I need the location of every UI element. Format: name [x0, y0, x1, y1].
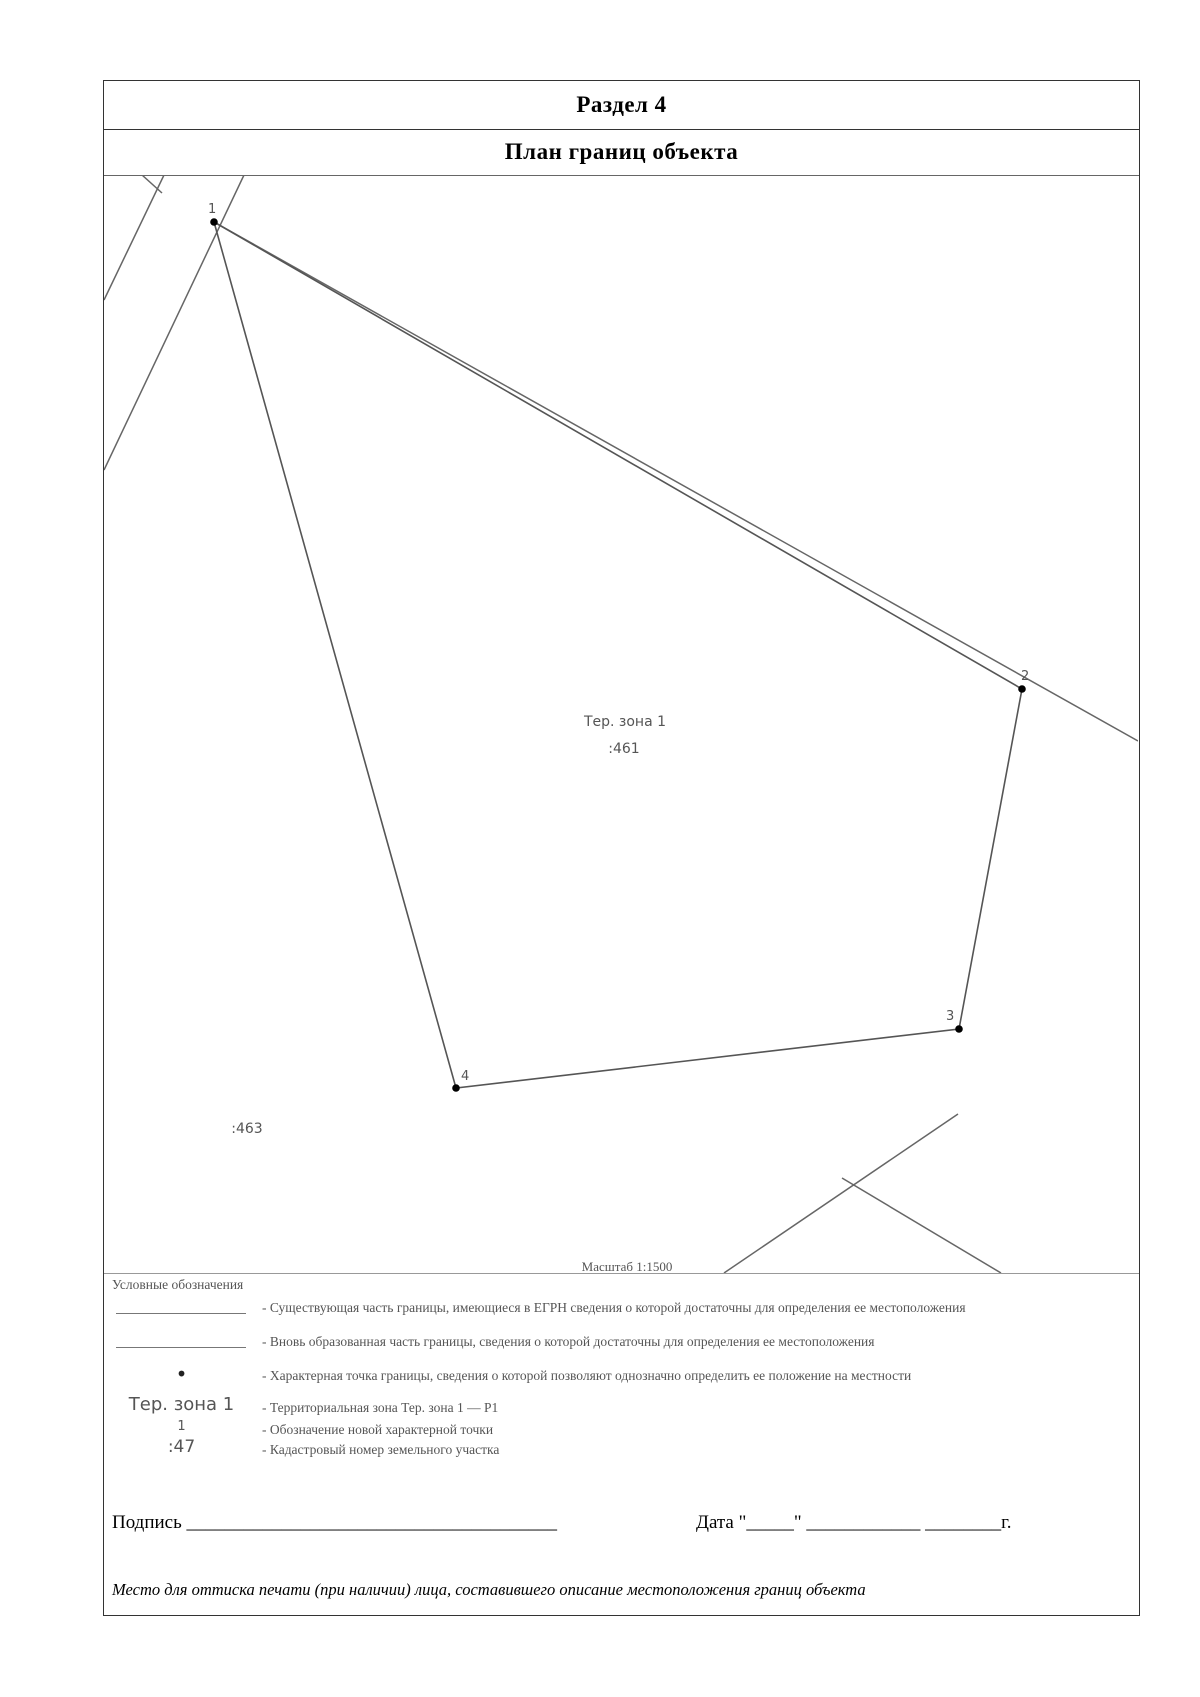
- legend-text-zone: - Территориальная зона Тер. зона 1 — Р1: [262, 1400, 499, 1415]
- point-label-2: 2: [1021, 669, 1030, 684]
- legend-new-point-symbol: 1: [177, 1419, 186, 1434]
- plan-title: План границ объекта: [104, 129, 1139, 176]
- point-label-3: 3: [946, 1009, 955, 1024]
- parcel-boundary: [214, 222, 1022, 1088]
- boundary-point-1: [210, 218, 218, 226]
- parcel-label: :461: [608, 741, 640, 757]
- neighbor-line: [724, 1114, 958, 1273]
- legend-text-new: - Вновь образованная часть границы, сведения о которой достаточны для определения ее местоположения: [262, 1334, 875, 1349]
- neighbor-parcel-label: :463: [231, 1121, 263, 1137]
- neighbor-line: [842, 1178, 1001, 1273]
- legend-text-parcel: - Кадастровый номер земельного участка: [262, 1442, 500, 1457]
- legend-divider: [104, 1273, 1139, 1274]
- legend-parcel-symbol: :47: [167, 1437, 196, 1457]
- legend-point-icon: •: [175, 1362, 188, 1386]
- date-field[interactable]: Дата "_____" ____________ ________г.: [696, 1512, 1012, 1533]
- document-frame: [103, 80, 1140, 1616]
- legend-text-existing: - Существующая часть границы, имеющиеся в ЕГРН сведения о которой достаточны для определения ее местоположения: [262, 1300, 966, 1315]
- boundary-point-2: [1018, 685, 1026, 693]
- zone-label: Тер. зона 1: [583, 714, 667, 730]
- point-label-4: 4: [461, 1069, 470, 1084]
- neighbor-line: [214, 222, 1138, 741]
- point-label-1: 1: [208, 202, 217, 217]
- stamp-note: Место для оттиска печати (при наличии) лица, составившего описание местоположения границ объекта: [112, 1580, 866, 1599]
- legend-text-new-point: - Обозначение новой характерной точки: [262, 1422, 494, 1437]
- neighbor-line: [104, 175, 164, 300]
- neighbor-line: [104, 175, 244, 470]
- map-drawing: [104, 175, 1138, 1273]
- scale-label: Масштаб 1:1500: [581, 1259, 673, 1273]
- boundary-point-3: [955, 1025, 963, 1033]
- boundary-map: [104, 175, 1138, 1273]
- legend-heading: Условные обозначения: [112, 1277, 244, 1292]
- legend-existing-line: [116, 1313, 246, 1314]
- section-title: Раздел 4: [104, 81, 1139, 130]
- boundary-point-4: [452, 1084, 460, 1092]
- legend-zone-symbol: Тер. зона 1: [128, 1394, 235, 1415]
- legend-text-point: - Характерная точка границы, сведения о которой позволяют однозначно определить ее положение на местности: [262, 1368, 912, 1383]
- legend-new-line: [116, 1347, 246, 1348]
- signature-field[interactable]: Подпись _______________________________________: [112, 1512, 558, 1533]
